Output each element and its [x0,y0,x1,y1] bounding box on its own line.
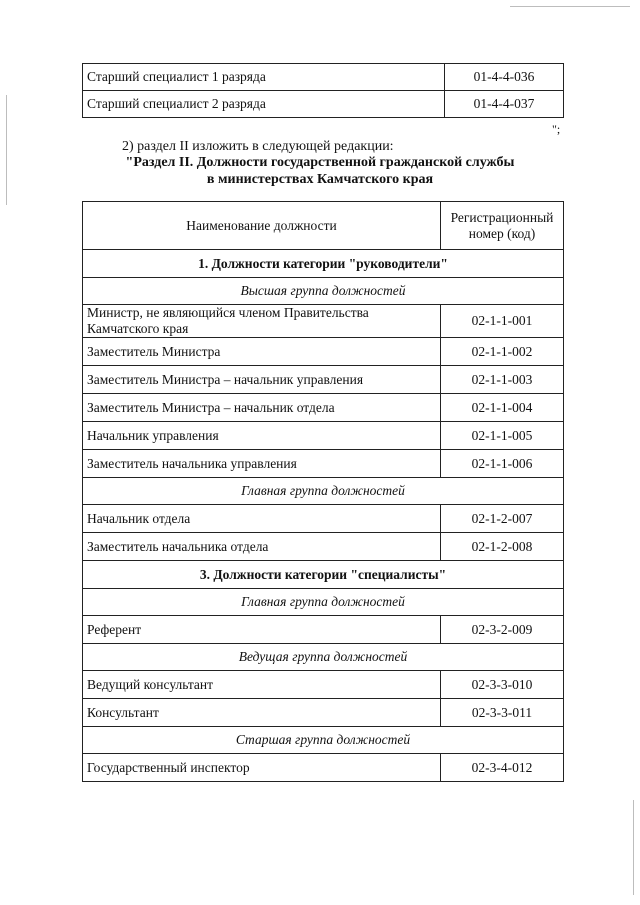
group-heading-row [83,478,564,505]
table-row [83,505,564,533]
table-row [83,91,564,118]
table-row [83,616,564,644]
group-heading: Главная группа должностей [83,589,564,616]
position-name: Заместитель начальника управления [83,450,441,478]
positions-table [82,201,564,782]
table-row [83,450,564,478]
position-name: Начальник управления [83,422,441,450]
table-row [83,305,564,338]
position-name: Министр, не являющийся членом Правительства Камчатского края [83,305,441,338]
position-name: Консультант [83,699,441,727]
group-heading: Ведущая группа должностей [83,644,564,671]
scan-edge-mark-top [510,6,630,7]
category-heading-row [83,250,564,278]
column-header-code-line-1: Регистрационный [450,209,554,225]
registration-code: 02-1-1-005 [441,422,564,450]
table-row [83,671,564,699]
registration-code: 02-3-3-010 [441,671,564,699]
table-row [83,754,564,782]
group-heading-row [83,644,564,671]
position-name: Государственный инспектор [83,754,441,782]
category-heading: 3. Должности категории "специалисты" [83,561,564,589]
position-name: Старший специалист 1 разряда [83,64,445,91]
section-title-line-2: в министерствах Камчатского края [206,172,434,187]
group-heading-row [83,727,564,754]
group-heading: Высшая группа должностей [83,278,564,305]
table-row [83,366,564,394]
registration-code: 01-4-4-037 [445,91,564,118]
position-name: Ведущий консультант [83,671,441,699]
registration-code: 02-3-4-012 [441,754,564,782]
group-heading-row [83,278,564,305]
group-heading-row [83,589,564,616]
section-title-line-1: "Раздел II. Должности государственной гражданской службы [125,155,515,170]
group-heading: Старшая группа должностей [83,727,564,754]
table-header-row [83,202,564,250]
registration-code: 02-1-2-008 [441,533,564,561]
table-row [83,422,564,450]
category-heading-row [83,561,564,589]
registration-code: 02-1-1-004 [441,394,564,422]
category-heading: 1. Должности категории "руководители" [83,250,564,278]
scan-edge-mark-left [6,95,7,205]
position-name: Заместитель Министра – начальник отдела [83,394,441,422]
column-header-code-line-2: номер (код) [468,225,536,241]
table-row [83,394,564,422]
table-row [83,64,564,91]
position-name: Начальник отдела [83,505,441,533]
position-name: Референт [83,616,441,644]
registration-code: 02-3-2-009 [441,616,564,644]
scan-edge-mark-right [633,800,634,895]
column-header-position-name: Наименование должности [83,202,441,250]
registration-code: 02-1-1-003 [441,366,564,394]
amendment-instruction: 2) раздел II изложить в следующей редакции: [122,139,394,154]
table-row [83,533,564,561]
position-name: Заместитель Министра – начальник управления [83,366,441,394]
registration-code: 02-1-1-001 [441,305,564,338]
position-name: Заместитель Министра [83,338,441,366]
group-heading: Главная группа должностей [83,478,564,505]
closing-quote-mark: "; [552,122,561,136]
table-row [83,699,564,727]
position-name: Старший специалист 2 разряда [83,91,445,118]
continuation-table [82,63,564,118]
registration-code: 02-3-3-011 [441,699,564,727]
registration-code: 02-1-1-006 [441,450,564,478]
column-header-registration-code [441,202,564,250]
registration-code: 02-1-1-002 [441,338,564,366]
table-row [83,338,564,366]
position-name: Заместитель начальника отдела [83,533,441,561]
registration-code: 02-1-2-007 [441,505,564,533]
registration-code: 01-4-4-036 [445,64,564,91]
